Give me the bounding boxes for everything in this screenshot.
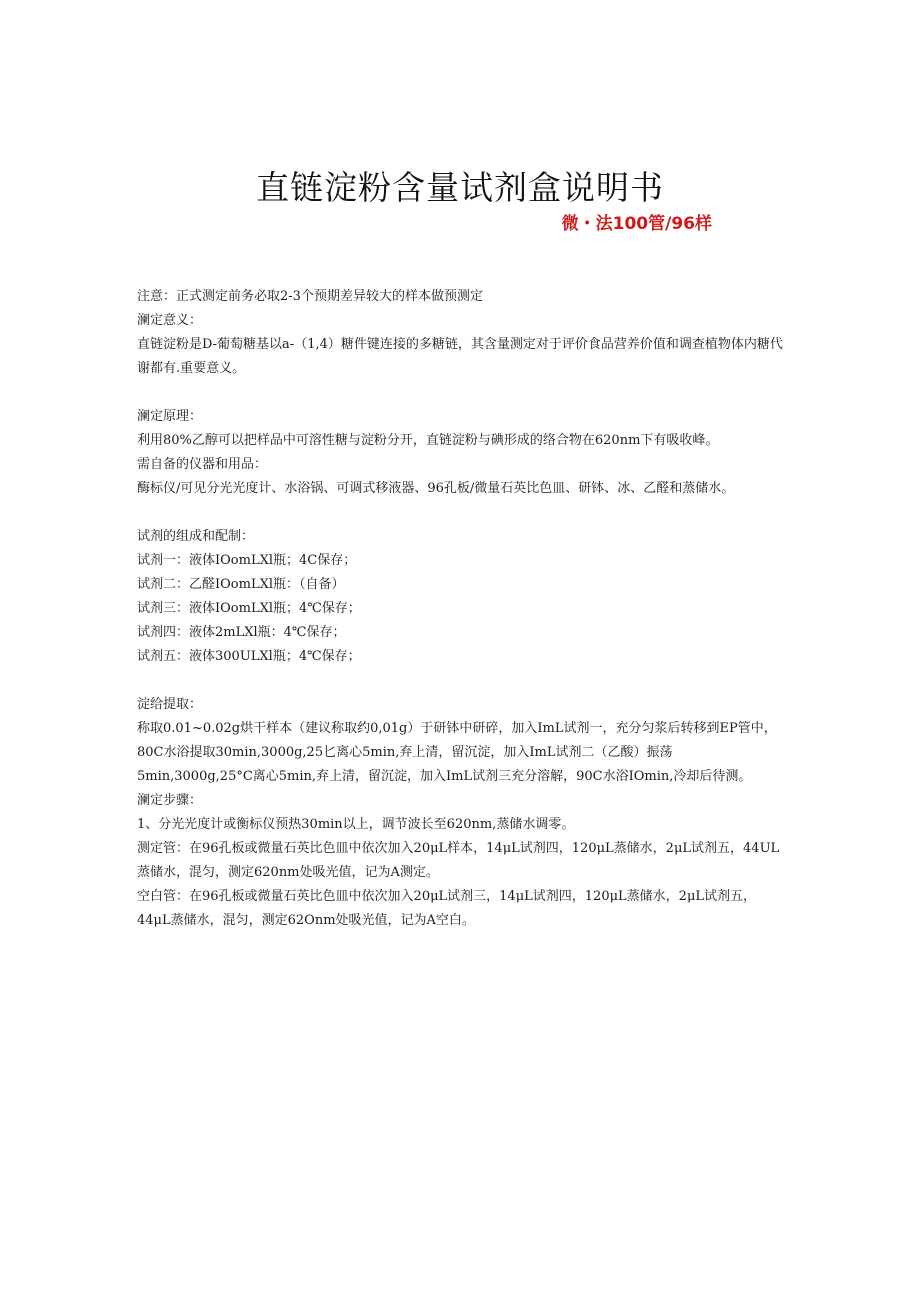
- note-label: 注意：: [137, 289, 177, 304]
- significance-heading: 澜定意义：: [137, 313, 203, 328]
- significance-paragraph: 直链淀粉是D-葡萄糖基以a-（1,4）糖件键连接的多糖链，其含量测定对于评价食品营养价值和调查植物体内糖代谢都有.重要意义。: [137, 337, 783, 376]
- reagent-item: 试剂二：乙醛IOomLXl瓶：（自备）: [137, 577, 345, 592]
- document-title: 直链淀粉含量试剂盒说明书: [256, 168, 664, 207]
- extraction-heading: 淀给提取：: [137, 697, 203, 712]
- note-text: 正式测定前务必取2-3个预期差异较大的样本做预测定: [176, 289, 483, 304]
- spacer: [137, 381, 785, 405]
- note-line: [137, 285, 785, 309]
- reagent-item: 试剂四：液体2mLXl瓶：4℃保存；: [137, 625, 346, 640]
- document-body: [137, 285, 785, 933]
- reagents-heading: 试剂的组成和配制：: [137, 529, 255, 544]
- equipment-paragraph: 酶标仪/可见分光光度计、水浴锅、可调式移液器、96孔板/微量石英比色皿、研钵、冰、乙醛和蒸储水。: [137, 481, 735, 496]
- step-item: 1、分光光度计或衡标仪预热30min以上，调节波长至620nm,蒸储水调零。: [137, 817, 575, 832]
- document-subtitle: 微・法100管/96样: [561, 214, 712, 234]
- spacer: [137, 501, 785, 525]
- extraction-paragraph: 称取0.01~0.02g烘干样本（建议称取约0,01g）于研钵中研碎，加入ImL试剂一，充分匀浆后转移到EP管中，80C水浴提取30min,3000g,25匕离心5min,弃上清，留沉淀，加入ImL试剂二（乙酸）振荡5min,3000g,25°C离心5min,弃上清，留沉淀，加入ImL试剂三充分溶解，90C水浴IOmin,冷却后待测。: [137, 721, 777, 784]
- principle-heading: 澜定原理：: [137, 409, 203, 424]
- principle-paragraph: 利用80%乙醇可以把样品中可溶性糖与淀粉分开，直链淀粉与碘形成的络合物在620nm下有吸收峰。: [137, 433, 719, 448]
- steps-heading: 澜定步骤：: [137, 793, 203, 808]
- spacer: [137, 669, 785, 693]
- reagent-item: 试剂一：液体IOomLXl瓶；4C保存；: [137, 553, 357, 568]
- step-item: 空白管：在96孔板或微量石英比色皿中依次加入20μL试剂三，14μL试剂四，120μL蒸储水，2μL试剂五，44μL蒸储水，混匀，测定62Onm处吸光值，记为A空白。: [137, 889, 757, 928]
- reagent-item: 试剂五：液体300ULXl瓶；4℃保存；: [137, 649, 361, 664]
- reagent-item: 试剂三：液体IOomLXl瓶；4℃保存；: [137, 601, 361, 616]
- equipment-heading: 需自备的仪器和用品：: [137, 457, 268, 472]
- step-item: 测定管：在96孔板或微量石英比色皿中依次加入20μL样本，14μL试剂四，120μL蒸储水，2μL试剂五，44UL蒸储水，混匀，测定620nm处吸光值，记为A测定。: [137, 841, 780, 880]
